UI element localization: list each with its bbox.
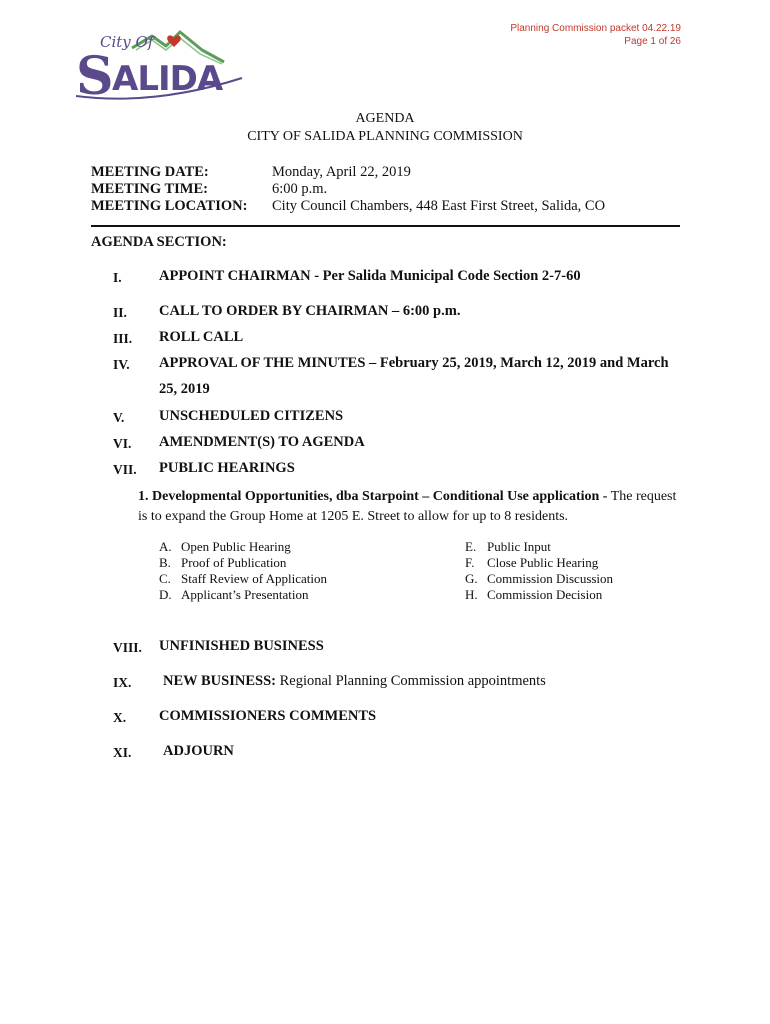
- item-number: I.: [113, 270, 122, 285]
- item-number: XI.: [113, 745, 132, 760]
- agenda-item-new-business: [163, 673, 546, 690]
- hearing-steps-right: [465, 539, 613, 603]
- item-number: VIII.: [113, 640, 142, 655]
- item-number: X.: [113, 710, 127, 725]
- svg-text:City Of: City Of: [100, 33, 154, 51]
- item-number: VII.: [113, 462, 137, 477]
- hearing-title: Developmental Opportunities, dba Starpoint – Conditional Use application -: [152, 489, 608, 504]
- meeting-time-value: 6:00 p.m.: [272, 181, 328, 197]
- item-number: III.: [113, 331, 133, 346]
- packet-header-note: [510, 22, 681, 48]
- agenda-item-amendments: AMENDMENT(S) TO AGENDA: [159, 434, 365, 450]
- list-item: F. Close Public Hearing: [465, 555, 599, 570]
- agenda-item-call-to-order: CALL TO ORDER BY CHAIRMAN – 6:00 p.m.: [159, 303, 461, 319]
- meeting-date-value: Monday, April 22, 2019: [272, 164, 411, 180]
- item-number: VI.: [113, 436, 132, 451]
- packet-title: Planning Commission packet 04.22.19: [510, 23, 681, 34]
- agenda-item-adjourn: ADJOURN: [163, 743, 234, 759]
- list-item: D. Applicant’s Presentation: [159, 587, 309, 602]
- agenda-section-label: AGENDA SECTION:: [91, 234, 227, 250]
- agenda-item-unscheduled-citizens: UNSCHEDULED CITIZENS: [159, 408, 344, 424]
- item-number: IX.: [113, 675, 132, 690]
- meeting-time-label: MEETING TIME:: [91, 181, 208, 197]
- city-of-salida-logo: [74, 28, 246, 106]
- meeting-location-label: MEETING LOCATION:: [91, 198, 248, 214]
- item-number: V.: [113, 410, 125, 425]
- commission-title: CITY OF SALIDA PLANNING COMMISSION: [247, 129, 523, 144]
- svg-text:ALIDA: ALIDA: [112, 59, 223, 99]
- agenda-item-public-hearings: PUBLIC HEARINGS: [159, 460, 295, 476]
- agenda-item-commissioners-comments: COMMISSIONERS COMMENTS: [159, 708, 377, 724]
- agenda-item-appoint-chairman: APPOINT CHAIRMAN - Per Salida Municipal Code Section 2-7-60: [159, 268, 581, 284]
- salida-logo-graphic: [74, 28, 246, 106]
- agenda-title: AGENDA: [355, 111, 415, 126]
- list-item: E. Public Input: [465, 539, 551, 554]
- list-item: G. Commission Discussion: [465, 571, 614, 586]
- item-number: IV.: [113, 357, 130, 372]
- hearing-steps-left: [159, 539, 327, 603]
- list-item: C. Staff Review of Application: [159, 571, 327, 586]
- list-item: B. Proof of Publication: [159, 555, 287, 570]
- svg-text:S: S: [76, 46, 114, 106]
- hearing-number: 1.: [138, 489, 149, 504]
- new-business-label: NEW BUSINESS:: [163, 673, 276, 689]
- meeting-date-label: MEETING DATE:: [91, 164, 209, 180]
- meeting-location-value: City Council Chambers, 448 East First Street, Salida, CO: [272, 198, 606, 214]
- hearing-item: [138, 487, 680, 527]
- item-number: II.: [113, 305, 127, 320]
- section-divider: [91, 225, 680, 227]
- agenda-item-unfinished-business: UNFINISHED BUSINESS: [159, 638, 324, 654]
- page-number: Page 1 of 26: [624, 36, 681, 47]
- agenda-item-roll-call: ROLL CALL: [159, 329, 244, 345]
- new-business-detail: Regional Planning Commission appointments: [279, 673, 546, 689]
- list-item: A. Open Public Hearing: [159, 539, 291, 554]
- agenda-item-approval-minutes: APPROVAL OF THE MINUTES – February 25, 2019, March 12, 2019 and March 25, 2019: [159, 355, 669, 397]
- hearing-description: The request is to expand the Group Home at 1205 E. Street to allow for up to 8 residents.: [138, 489, 677, 524]
- list-item: H. Commission Decision: [465, 587, 603, 602]
